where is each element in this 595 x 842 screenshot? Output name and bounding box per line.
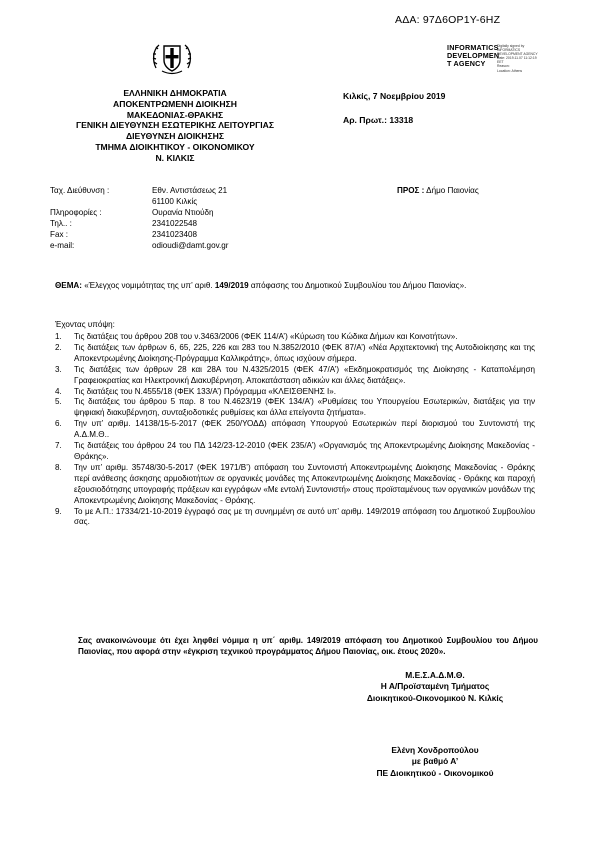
signature-org-line: DEVELOPMEN xyxy=(447,51,500,61)
greek-coat-of-arms-emblem xyxy=(150,40,194,76)
subject-decision-number: 149/2019 xyxy=(214,281,249,290)
digital-signature-stamp xyxy=(447,44,577,82)
contact-row-fax xyxy=(50,230,228,241)
signature-org-line: T AGENCY xyxy=(447,59,486,69)
list-item-text: Την υπ’ αριθμ. 35748/30-5-2017 (ΦΕΚ 1971/Β’) απόφαση του Συντονιστή Αποκεντρωμένης Διοίκησης Μακεδονίας - Θράκης περί ανάθεσης άσκησης αρμοδιοτήτων σε οργανικές μονάδες της Αποκεντρωμένης Διοίκησης Μακεδονίας - Θράκης και παροχή εξουσιοδότησης υπογραφής πράξεων και εγγράφων «Με εντολή Συντονιστή» στους προϊσταμένους των οργανικών μονάδων της Αποκεντρωμένης Διοίκησης Μακεδονίας - Θράκης. xyxy=(74,462,536,505)
subject-text: «Έλεγχος νομιμότητας της υπ’ αριθ. xyxy=(81,281,215,290)
ada-code: ΑΔΑ: 97Δ6ΟΡ1Υ-6ΗΖ xyxy=(395,14,501,26)
signer-block xyxy=(330,745,540,779)
announcement-paragraph: Σας ανακοινώνουμε ότι έχει ληφθεί νόμιμα η υπ΄ αριθμ. 149/2019 απόφαση του Δημοτικού Συμβουλίου του Δήμου Παιονίας, που αφορά στην «έγκριση τεχνικού προγράμματος Δήμου Παιονίας, οικ. έτους 2020». xyxy=(78,636,538,657)
list-item-number: 3. xyxy=(55,364,62,374)
contact-value: 61100 Κιλκίς xyxy=(152,196,198,206)
contact-row-info xyxy=(50,208,228,219)
list-item xyxy=(55,463,535,507)
signature-line: Μ.Ε.Σ.Α.Δ.Μ.Θ. xyxy=(405,670,465,680)
signer-grade: με βαθμό Α’ xyxy=(411,756,459,767)
considerations-list xyxy=(55,332,535,528)
issuer-header xyxy=(55,88,295,164)
contact-row-email xyxy=(50,241,228,252)
recipient xyxy=(397,186,479,195)
contact-label: Fax : xyxy=(50,229,68,239)
list-item-text: Τις διατάξεις του Ν.4555/18 (ΦΕΚ 133/Α’) Πρόγραμμα «ΚΛΕΙΣΘΕΝΗΣ Ι». xyxy=(74,386,336,396)
recipient-label: ΠΡΟΣ : xyxy=(397,186,425,195)
list-item xyxy=(55,365,535,387)
list-item-text: Τις διατάξεις του άρθρου 24 του ΠΔ 142/23-12-2010 (ΦΕΚ 235/Α’) «Οργανισμός της Αποκεντρωμένης Διοίκησης Μακεδονίας - Θράκης». xyxy=(74,441,535,461)
subject-text-end: απόφασης του Δημοτικού Συμβουλίου του Δήμου Παιονίας». xyxy=(248,281,467,290)
header-line: ΜΑΚΕΔΟΝΙΑΣ-ΘΡΑΚΗΣ xyxy=(126,109,224,120)
having-in-view-heading: Έχοντας υπόψη: xyxy=(55,320,115,329)
signer-name: Ελένη Χονδροπούλου xyxy=(391,745,479,755)
header-line: ΤΜΗΜΑ ΔΙΟΙΚΗΤΙΚΟΥ - ΟΙΚΟΝΟΜΙΚΟΥ xyxy=(95,141,255,152)
list-item-number: 8. xyxy=(55,462,62,472)
header-line: ΔΙΕΥΘΥΝΣΗ ΔΙΟΙΚΗΣΗΣ xyxy=(125,131,225,142)
list-item-number: 5. xyxy=(55,397,62,407)
contact-label: e-mail: xyxy=(50,240,75,250)
list-item xyxy=(55,441,535,463)
list-item-text: Το με Α.Π.: 17334/21-10-2019 έγγραφό σας με τη συνημμένη σε αυτό υπ’ αριθμ. 149/2019 απόφαση του Δημοτικού Συμβουλίου σας. xyxy=(74,506,535,527)
signer-category: ΠΕ Διοικητικού - Οικονομικού xyxy=(376,767,494,778)
protocol-number: Αρ. Πρωτ.: 13318 xyxy=(343,115,414,125)
contact-row-address xyxy=(50,186,228,197)
list-item-number: 1. xyxy=(55,332,62,341)
contact-value: 2341023408 xyxy=(152,229,198,239)
list-item xyxy=(55,507,535,529)
list-item-text: Την υπ’ αριθμ. 14138/15-5-2017 (ΦΕΚ 250/ΥΟΔΔ) απόφαση Υπουργού Εσωτερικών περί διορισμού του Συντονιστή της Α.Δ.Μ.Θ.. xyxy=(74,419,535,440)
list-item-number: 4. xyxy=(55,386,62,396)
list-item-text: Τις διατάξεις του άρθρου 5 παρ. 8 του Ν.4623/19 (ΦΕΚ 134/Α’) «Ρυθμίσεις του Υπουργείου Εσωτερικών, διατάξεις για την ψηφιακή διακυβέρνηση, συνταξιοδοτικές ρυθμίσεις και άλλα επείγοντα ζητήματα». xyxy=(74,397,535,418)
header-line: Ν. ΚΙΛΚΙΣ xyxy=(155,152,195,163)
place-date: Κιλκίς, 7 Νοεμβρίου 2019 xyxy=(343,91,446,101)
subject xyxy=(55,280,545,291)
list-item-number: 6. xyxy=(55,419,62,429)
list-item xyxy=(55,397,535,419)
digital-signature-org xyxy=(447,44,499,69)
header-line: ΕΛΛΗΝΙΚΗ ΔΗΜΟΚΡΑΤΙΑ xyxy=(123,88,227,98)
list-item xyxy=(55,332,535,343)
list-item-number: 7. xyxy=(55,441,62,451)
contact-row-postcode xyxy=(50,197,228,208)
list-item xyxy=(55,387,535,398)
contact-value: 2341022548 xyxy=(152,218,198,228)
contact-value: Εθν. Αντιστάσεως 21 xyxy=(152,186,228,195)
list-item-text: Τις διατάξεις των άρθρων 6, 65, 225, 226 και 283 του Ν.3852/2010 (ΦΕΚ 87/Α’) «Νέα Αρχιτεκτονική της Αυτοδιοίκησης και της Αποκεντρωμένης Διοίκησης-Πρόγραμμα Καλλικράτης», όπως ισχύουν σήμερα. xyxy=(74,342,535,363)
signature-authority xyxy=(330,670,540,704)
subject-label: ΘΕΜΑ: xyxy=(55,281,82,290)
recipient-value: Δήμο Παιονίας xyxy=(426,186,479,195)
header-line: ΓΕΝΙΚΗ ΔΙΕΥΘΥΝΣΗ ΕΣΩΤΕΡΙΚΗΣ ΛΕΙΤΟΥΡΓΙΑΣ xyxy=(75,120,275,131)
list-item-number: 2. xyxy=(55,342,62,352)
signature-org-line: INFORMATICS xyxy=(447,43,499,52)
list-item xyxy=(55,343,535,365)
digital-signature-details: Digitally signed by INFORMATICS DEVELOPMENT AGENCY Date: 2019.11.07 11:12:19 EET Reason: Location: Athens xyxy=(497,44,538,73)
contact-value: Ουρανία Ντιούδη xyxy=(152,207,214,217)
list-item-text: Τις διατάξεις των άρθρων 28 και 28Α του Ν.4325/2015 (ΦΕΚ 47/Α’) «Εκδημοκρατισμός της Διοίκησης - Καταπολέμηση Γραφειοκρατίας και Ηλεκτρονική Διακυβέρνηση. Αποκατάσταση αδικιών και άλλες διατάξεις». xyxy=(74,364,535,385)
contact-label: Πληροφορίες : xyxy=(50,207,102,217)
contact-details xyxy=(50,186,228,251)
list-item-number: 9. xyxy=(55,506,62,516)
list-item-text: Τις διατάξεις του άρθρου 208 του ν.3463/2006 (ΦΕΚ 114/Α’) «Κύρωση του Κώδικα Δήμων και Κοινοτήτων». xyxy=(74,332,458,341)
contact-label: Ταχ. Διεύθυνση : xyxy=(50,186,110,195)
header-line: ΑΠΟΚΕΝΤΡΩΜΕΝΗ ΔΙΟΙΚΗΣΗ xyxy=(113,98,237,109)
signature-line: Διοικητικού-Οικονομικού Ν. Κιλκίς xyxy=(366,692,504,703)
contact-label xyxy=(50,197,152,208)
email-link[interactable]: odioudi@damt.gov.gr xyxy=(152,240,229,250)
contact-label: Τηλ.. : xyxy=(50,218,72,228)
signature-line: Η Α/Προϊσταμένη Τμήματος xyxy=(380,681,490,692)
contact-row-phone xyxy=(50,219,228,230)
list-item xyxy=(55,419,535,441)
